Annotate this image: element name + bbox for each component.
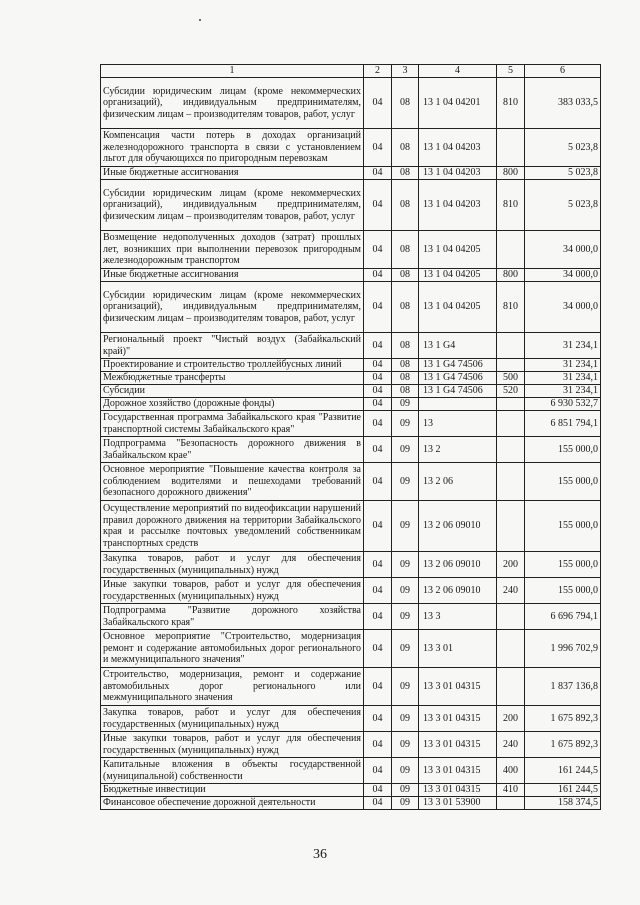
row-section: 04	[364, 269, 392, 282]
row-subsection: 09	[392, 732, 419, 758]
row-expense-type	[497, 333, 525, 359]
row-subsection: 08	[392, 180, 419, 231]
row-subsection: 09	[392, 706, 419, 732]
table-row	[101, 758, 601, 784]
row-name: Региональный проект "Чистый воздух (Забайкальский край)"	[101, 333, 364, 359]
table-row	[101, 385, 601, 398]
row-expense-type	[497, 630, 525, 668]
row-section: 04	[364, 630, 392, 668]
row-section: 04	[364, 578, 392, 604]
row-expense-type: 800	[497, 269, 525, 282]
row-target-article: 13	[419, 411, 497, 437]
row-target-article: 13 3 01 04315	[419, 706, 497, 732]
row-section: 04	[364, 437, 392, 463]
header-col-section: 2	[364, 65, 392, 78]
row-section: 04	[364, 706, 392, 732]
table-row	[101, 706, 601, 732]
row-name: Дорожное хозяйство (дорожные фонды)	[101, 398, 364, 411]
header-col-amount: 6	[525, 65, 601, 78]
row-amount: 155 000,0	[525, 437, 601, 463]
table-row	[101, 411, 601, 437]
row-target-article: 13 1 04 04203	[419, 129, 497, 167]
row-name: Субсидии юридическим лицам (кроме некоммерческих организаций), индивидуальным предпринимателям, физическим лицам – производителям товаров, работ, услуг	[101, 180, 364, 231]
table-row	[101, 501, 601, 552]
table-row	[101, 552, 601, 578]
row-target-article: 13 1 G4 74506	[419, 359, 497, 372]
row-amount: 161 244,5	[525, 784, 601, 797]
row-expense-type: 520	[497, 385, 525, 398]
budget-table	[100, 64, 601, 810]
row-amount: 31 234,1	[525, 333, 601, 359]
row-name: Капитальные вложения в объекты государственной (муниципальной) собственности	[101, 758, 364, 784]
table-row	[101, 668, 601, 706]
row-expense-type: 810	[497, 282, 525, 333]
row-expense-type	[497, 797, 525, 810]
page-number: 36	[313, 847, 327, 862]
row-section: 04	[364, 282, 392, 333]
row-expense-type	[497, 411, 525, 437]
row-section: 04	[364, 411, 392, 437]
row-expense-type	[497, 501, 525, 552]
row-section: 04	[364, 359, 392, 372]
row-target-article: 13 1 04 04203	[419, 167, 497, 180]
table-row	[101, 180, 601, 231]
row-name: Закупка товаров, работ и услуг для обеспечения государственных (муниципальных) нужд	[101, 552, 364, 578]
row-amount: 6 851 794,1	[525, 411, 601, 437]
header-col-subsection: 3	[392, 65, 419, 78]
row-subsection: 08	[392, 385, 419, 398]
row-target-article: 13 3 01 04315	[419, 784, 497, 797]
row-amount: 5 023,8	[525, 129, 601, 167]
row-amount: 158 374,5	[525, 797, 601, 810]
row-subsection: 09	[392, 463, 419, 501]
table-row	[101, 167, 601, 180]
row-amount: 31 234,1	[525, 385, 601, 398]
row-target-article: 13 2	[419, 437, 497, 463]
row-target-article: 13 1 G4	[419, 333, 497, 359]
row-name: Иные бюджетные ассигнования	[101, 269, 364, 282]
table-row	[101, 463, 601, 501]
row-section: 04	[364, 180, 392, 231]
header-col-target-article: 4	[419, 65, 497, 78]
row-amount: 5 023,8	[525, 167, 601, 180]
row-expense-type	[497, 668, 525, 706]
row-amount: 1 837 136,8	[525, 668, 601, 706]
row-subsection: 08	[392, 78, 419, 129]
row-amount: 34 000,0	[525, 282, 601, 333]
row-amount: 155 000,0	[525, 501, 601, 552]
table-row	[101, 604, 601, 630]
row-target-article: 13 1 04 04201	[419, 78, 497, 129]
row-name: Государственная программа Забайкальского края "Развитие транспортной системы Забайкальского края"	[101, 411, 364, 437]
row-amount: 383 033,5	[525, 78, 601, 129]
row-target-article: 13 3 01 04315	[419, 758, 497, 784]
row-amount: 155 000,0	[525, 463, 601, 501]
row-name: Строительство, модернизация, ремонт и содержание автомобильных дорог регионального или межмуниципального значения	[101, 668, 364, 706]
row-expense-type	[497, 604, 525, 630]
row-subsection: 09	[392, 758, 419, 784]
row-target-article: 13 3 01 53900	[419, 797, 497, 810]
row-subsection: 09	[392, 630, 419, 668]
row-amount: 5 023,8	[525, 180, 601, 231]
row-subsection: 08	[392, 269, 419, 282]
row-amount: 6 696 794,1	[525, 604, 601, 630]
table-row	[101, 784, 601, 797]
row-target-article	[419, 398, 497, 411]
row-name: Субсидии юридическим лицам (кроме некоммерческих организаций), индивидуальным предпринимателям, физическим лицам – производителям товаров, работ, услуг	[101, 282, 364, 333]
row-section: 04	[364, 732, 392, 758]
row-expense-type: 240	[497, 732, 525, 758]
table-row	[101, 269, 601, 282]
table-header-row	[101, 65, 601, 78]
row-subsection: 09	[392, 668, 419, 706]
header-col-expense-type: 5	[497, 65, 525, 78]
table-body	[101, 78, 601, 810]
row-expense-type	[497, 398, 525, 411]
row-target-article: 13 2 06 09010	[419, 578, 497, 604]
table-row	[101, 398, 601, 411]
row-name: Бюджетные инвестиции	[101, 784, 364, 797]
row-subsection: 09	[392, 398, 419, 411]
row-expense-type	[497, 129, 525, 167]
row-target-article: 13 2 06 09010	[419, 552, 497, 578]
row-section: 04	[364, 463, 392, 501]
row-target-article: 13 1 04 04205	[419, 282, 497, 333]
table-row	[101, 797, 601, 810]
row-target-article: 13 3	[419, 604, 497, 630]
row-section: 04	[364, 604, 392, 630]
row-amount: 1 675 892,3	[525, 706, 601, 732]
row-target-article: 13 1 04 04205	[419, 269, 497, 282]
table-row	[101, 732, 601, 758]
row-subsection: 08	[392, 372, 419, 385]
row-name: Иные закупки товаров, работ и услуг для обеспечения государственных (муниципальных) нужд	[101, 732, 364, 758]
row-name: Субсидии юридическим лицам (кроме некоммерческих организаций), индивидуальным предпринимателям, физическим лицам – производителям товаров, работ, услуг	[101, 78, 364, 129]
row-section: 04	[364, 501, 392, 552]
row-expense-type: 410	[497, 784, 525, 797]
table-row	[101, 437, 601, 463]
row-target-article: 13 3 01	[419, 630, 497, 668]
header-col-name: 1	[101, 65, 364, 78]
row-expense-type: 400	[497, 758, 525, 784]
row-subsection: 09	[392, 411, 419, 437]
row-name: Межбюджетные трансферты	[101, 372, 364, 385]
row-subsection: 09	[392, 437, 419, 463]
row-subsection: 08	[392, 231, 419, 269]
table-row	[101, 359, 601, 372]
table-row	[101, 282, 601, 333]
row-subsection: 09	[392, 578, 419, 604]
row-subsection: 09	[392, 604, 419, 630]
row-section: 04	[364, 758, 392, 784]
row-section: 04	[364, 668, 392, 706]
row-target-article: 13 1 G4 74506	[419, 385, 497, 398]
row-expense-type	[497, 437, 525, 463]
table-row	[101, 231, 601, 269]
row-expense-type	[497, 463, 525, 501]
row-section: 04	[364, 797, 392, 810]
row-target-article: 13 3 01 04315	[419, 732, 497, 758]
row-section: 04	[364, 129, 392, 167]
row-amount: 34 000,0	[525, 231, 601, 269]
row-subsection: 08	[392, 167, 419, 180]
row-name: Подпрограмма "Безопасность дорожного движения в Забайкальском крае"	[101, 437, 364, 463]
row-section: 04	[364, 385, 392, 398]
row-section: 04	[364, 231, 392, 269]
row-amount: 31 234,1	[525, 359, 601, 372]
table-row	[101, 129, 601, 167]
scan-speck	[199, 19, 201, 21]
row-section: 04	[364, 552, 392, 578]
row-amount: 161 244,5	[525, 758, 601, 784]
row-target-article: 13 1 04 04203	[419, 180, 497, 231]
row-name: Субсидии	[101, 385, 364, 398]
row-subsection: 09	[392, 797, 419, 810]
row-section: 04	[364, 784, 392, 797]
row-expense-type: 200	[497, 706, 525, 732]
row-target-article: 13 1 04 04205	[419, 231, 497, 269]
row-subsection: 09	[392, 784, 419, 797]
row-expense-type: 240	[497, 578, 525, 604]
row-name: Проектирование и строительство троллейбусных линий	[101, 359, 364, 372]
row-subsection: 08	[392, 333, 419, 359]
row-section: 04	[364, 398, 392, 411]
row-subsection: 08	[392, 129, 419, 167]
row-section: 04	[364, 167, 392, 180]
row-subsection: 09	[392, 501, 419, 552]
row-name: Компенсация части потерь в доходах организаций железнодорожного транспорта в связи с установлением льгот для обучающихся по пригородным перевозкам	[101, 129, 364, 167]
row-section: 04	[364, 333, 392, 359]
row-name: Подпрограмма "Развитие дорожного хозяйства Забайкальского края"	[101, 604, 364, 630]
table-row	[101, 372, 601, 385]
row-name: Иные бюджетные ассигнования	[101, 167, 364, 180]
row-amount: 1 675 892,3	[525, 732, 601, 758]
row-expense-type: 200	[497, 552, 525, 578]
row-name: Финансовое обеспечение дорожной деятельности	[101, 797, 364, 810]
row-target-article: 13 3 01 04315	[419, 668, 497, 706]
table-row	[101, 78, 601, 129]
row-name: Основное мероприятие "Строительство, модернизация ремонт и содержание автомобильных дорог регионального и межмуниципального значения"	[101, 630, 364, 668]
row-target-article: 13 2 06	[419, 463, 497, 501]
table-row	[101, 333, 601, 359]
row-expense-type	[497, 231, 525, 269]
row-name: Осуществление мероприятий по видеофиксации нарушений правил дорожного движения на территории Забайкальского края и рассылке почтовых уведомлений собственникам транспортных средств	[101, 501, 364, 552]
row-subsection: 08	[392, 359, 419, 372]
row-subsection: 09	[392, 552, 419, 578]
row-expense-type: 800	[497, 167, 525, 180]
row-expense-type: 500	[497, 372, 525, 385]
row-amount: 1 996 702,9	[525, 630, 601, 668]
row-target-article: 13 1 G4 74506	[419, 372, 497, 385]
row-amount: 155 000,0	[525, 578, 601, 604]
table-row	[101, 578, 601, 604]
row-amount: 34 000,0	[525, 269, 601, 282]
table-row	[101, 630, 601, 668]
row-expense-type: 810	[497, 180, 525, 231]
row-name: Иные закупки товаров, работ и услуг для обеспечения государственных (муниципальных) нужд	[101, 578, 364, 604]
row-amount: 6 930 532,7	[525, 398, 601, 411]
row-expense-type: 810	[497, 78, 525, 129]
row-target-article: 13 2 06 09010	[419, 501, 497, 552]
row-name: Основное мероприятие "Повышение качества контроля за соблюдением водителями и пешеходами требований безопасного дорожного движения"	[101, 463, 364, 501]
row-expense-type	[497, 359, 525, 372]
row-subsection: 08	[392, 282, 419, 333]
row-amount: 155 000,0	[525, 552, 601, 578]
row-section: 04	[364, 78, 392, 129]
row-name: Закупка товаров, работ и услуг для обеспечения государственных (муниципальных) нужд	[101, 706, 364, 732]
row-amount: 31 234,1	[525, 372, 601, 385]
row-name: Возмещение недополученных доходов (затрат) прошлых лет, возникших при выполнении перевозок пригородным железнодорожным транспортом	[101, 231, 364, 269]
row-section: 04	[364, 372, 392, 385]
